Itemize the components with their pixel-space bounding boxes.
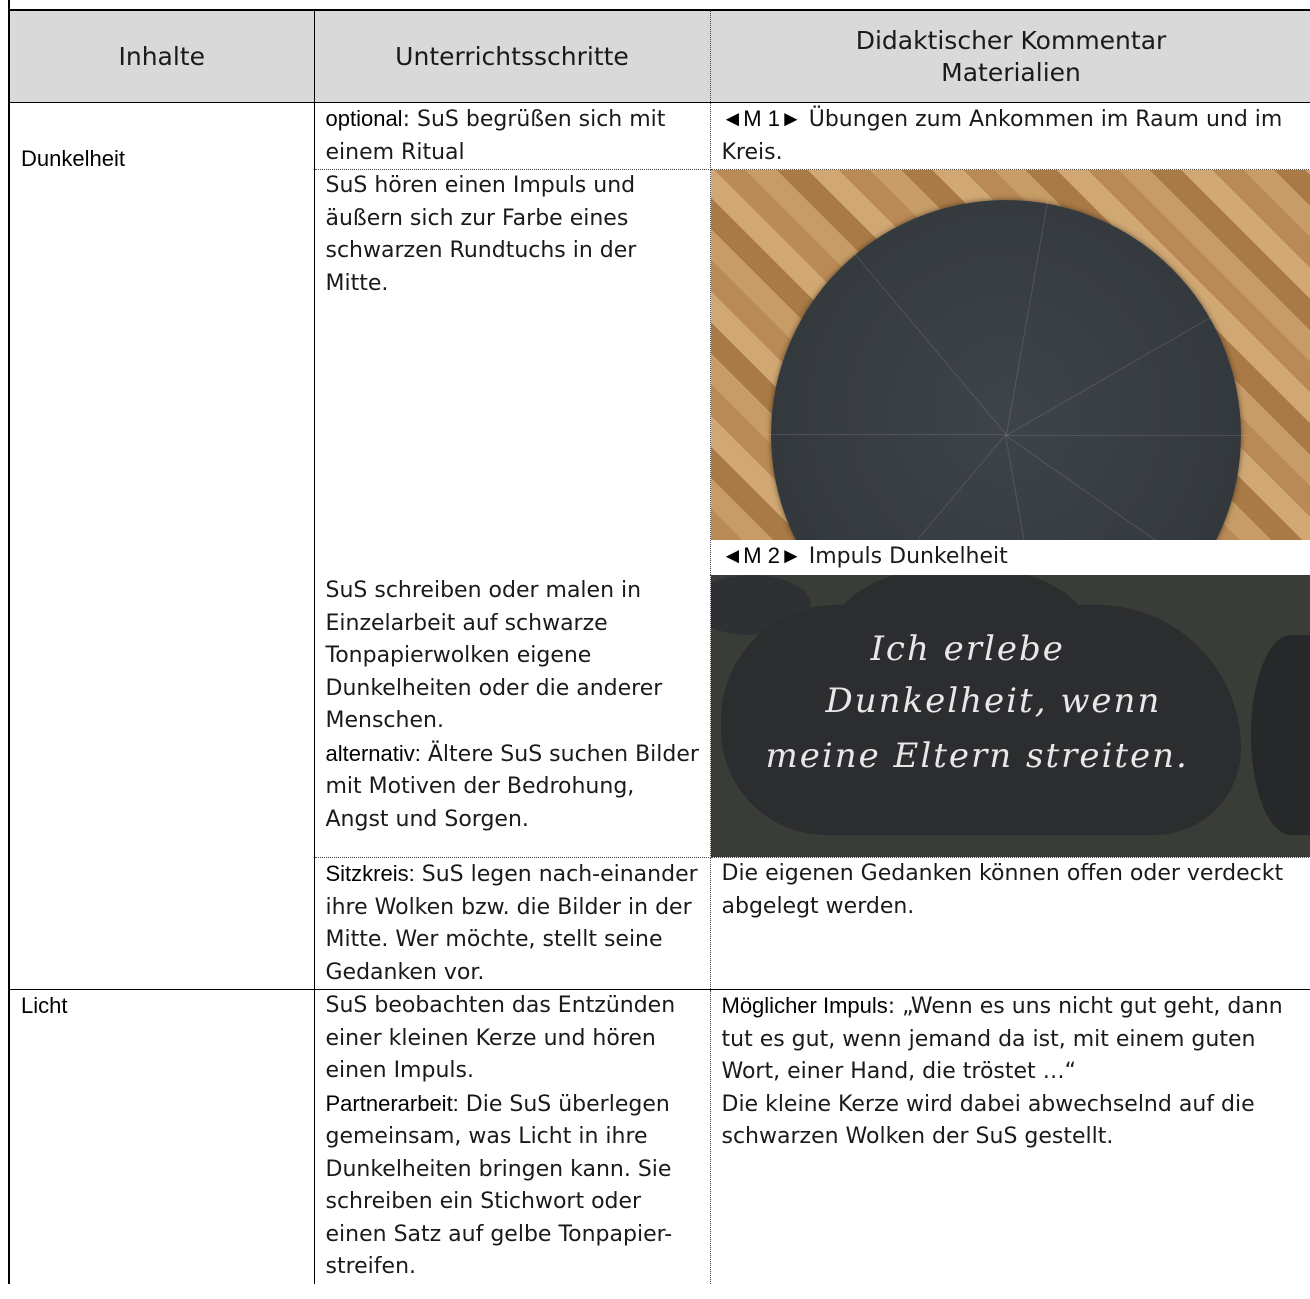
- header-kommentar-line2: Materialien: [941, 57, 1081, 87]
- partnerarbeit-text: Die SuS überlegen gemeinsam, was Licht in ihre Dunkelheiten bringen kann. Sie schreiben ein Stichwort oder einen Satz auf gelbe Tonpapier-streifen.: [325, 1091, 673, 1279]
- alternative-text: Ältere SuS suchen Bilder mit Motiven der Bedrohung, Angst und Sorgen.: [325, 741, 699, 832]
- cloth-fold: [766, 434, 1006, 435]
- step-cell: [314, 575, 710, 858]
- cloth-shape: [771, 200, 1241, 540]
- step-label: optional: [325, 106, 403, 131]
- partnerarbeit-label: Partnerarbeit:: [325, 1090, 459, 1116]
- alternative-label: alternativ:: [325, 740, 421, 766]
- chalk-cloud-photo: [711, 575, 1310, 857]
- lesson-plan-table: [8, 9, 1310, 1284]
- sitzkreis-label: Sitzkreis:: [325, 861, 415, 886]
- header-kommentar-line1: Didaktischer Kommentar: [855, 25, 1167, 55]
- photo-caption: [722, 540, 1306, 574]
- impulse-text: : „Wenn es uns nicht gut geht, dann tut es gut, wenn jemand da ist, mit einem guten Wort, einer Hand, die tröstet …“: [721, 994, 1283, 1084]
- section-title-dunkelheit: Dunkelheit: [21, 146, 125, 171]
- impulse-label: Möglicher Impuls: [721, 993, 888, 1018]
- step-text: : SuS begrüßen sich mit einem Ritual: [325, 107, 666, 165]
- header-kommentar: [710, 10, 1310, 103]
- table-row: [9, 990, 1310, 1284]
- header-inhalte: Inhalte: [9, 10, 314, 103]
- comment-cell: [710, 990, 1310, 1284]
- material-marker: ◄M 1►: [721, 106, 802, 131]
- chalk-text-line3: meine Eltern streiten.: [765, 736, 1189, 776]
- table-row: [9, 103, 1310, 170]
- step-text: SuS schreiben oder malen in Einzelarbeit auf schwarze Tonpapierwolken eigene Dunkelheiten oder die anderer Menschen.: [325, 578, 663, 733]
- step-cell: [314, 170, 710, 576]
- chalk-text-line2: Dunkelheit, wenn: [825, 681, 1162, 721]
- material-marker: ◄M 2►: [721, 543, 802, 568]
- chalk-text-line1: Ich erlebe: [870, 629, 1065, 669]
- step-cell: [314, 858, 710, 990]
- step-text: SuS legen nach-einander ihre Wolken bzw. die Bilder in der Mitte. Wer möchte, stellt seine Gedanken vor.: [325, 862, 698, 985]
- section-cell-licht: [9, 990, 314, 1284]
- comment-cell: [710, 858, 1310, 990]
- comment-cell: [710, 170, 1310, 576]
- step-text: SuS hören einen Impuls und äußern sich zur Farbe eines schwarzen Rundtuchs in der Mitte.: [325, 173, 637, 296]
- paper-cloud: [1251, 635, 1310, 835]
- step-text: SuS beobachten das Entzünden einer kleinen Kerze und hören einen Impuls.: [325, 993, 676, 1083]
- comment-cell: [710, 575, 1310, 858]
- header-unterrichtsschritte: Unterrichtsschritte: [314, 10, 710, 103]
- comment-text: Übungen zum Ankommen im Raum und im Kreis.: [721, 107, 1283, 165]
- comment-text: Die kleine Kerze wird dabei abwechselnd auf die schwarzen Wolken der SuS gestellt.: [721, 1091, 1255, 1149]
- section-cell-dunkelheit: [9, 103, 314, 990]
- table-header-row: [9, 10, 1310, 103]
- black-round-cloth-photo: [711, 170, 1310, 540]
- step-cell: [314, 103, 710, 170]
- caption-text: Impuls Dunkelheit: [801, 544, 1008, 569]
- comment-text: Die eigenen Gedanken können offen oder verdeckt abgelegt werden.: [721, 861, 1284, 919]
- section-title-licht: Licht: [21, 993, 68, 1018]
- comment-cell: [710, 103, 1310, 170]
- step-cell: [314, 990, 710, 1284]
- cloth-fold: [1006, 435, 1246, 436]
